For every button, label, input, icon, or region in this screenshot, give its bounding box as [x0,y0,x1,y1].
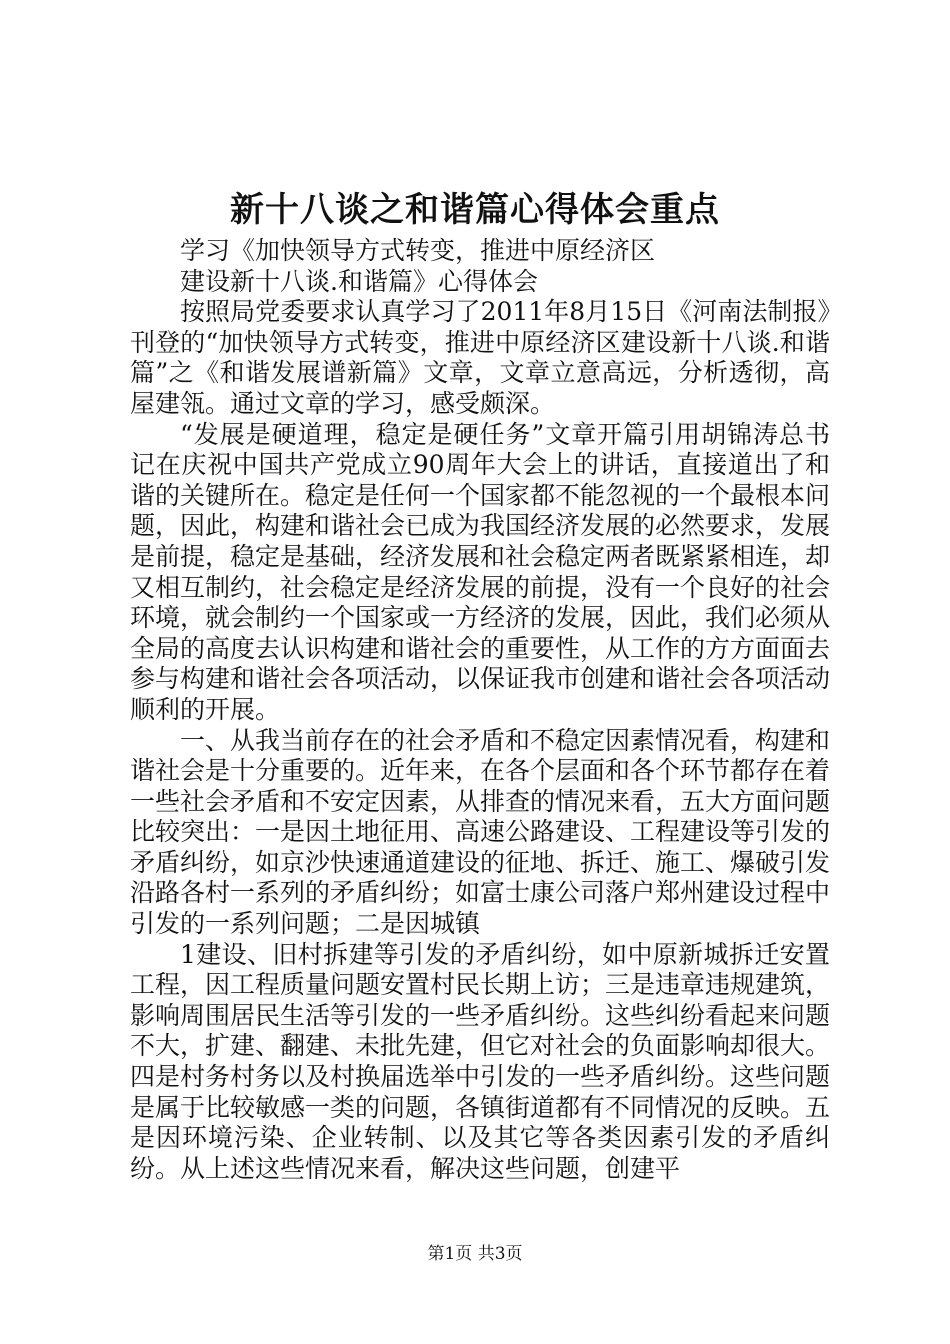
paragraph-4: 1建设、旧村拆建等引发的矛盾纠纷，如中原新城拆迁安置工程，因工程质量问题安置村民长期上访；三是违章违规建筑，影响周围居民生活等引发的一些矛盾纠纷。这些纠纷看起来问题不大，扩建、翻建、未批先建，但它对社会的负面影响却很大。四是村务村务以及村换届选举中引发的一些矛盾纠纷。这些问题是属于比较敏感一类的问题，各镇街道都有不同情况的反映。五是因环境污染、企业转制、以及其它等各类因素引发的矛盾纠纷。从上述这些情况来看，解决这些问题，创建平 [130,939,831,1183]
subtitle-line-1: 学习《加快领导方式转变，推进中原经济区 [180,236,656,265]
subtitle-line-2: 建设新十八谈.和谐篇》心得体会 [180,266,538,296]
paragraph-1: 按照局党委要求认真学习了2011年8月15日《河南法制报》刊登的“加快领导方式转变，推进中原经济区建设新十八谈.和谐篇”之《和谐发展谱新篇》文章，文章立意高远，分析透彻，高屋建瓴。通过文章的学习，感受颇深。 [130,297,830,418]
document-title: 新十八谈之和谐篇心得体会重点 [230,190,720,230]
page-footer: 第1页 共3页 [427,1244,523,1264]
paragraph-2: “发展是硬道理，稳定是硬任务”文章开篇引用胡锦涛总书记在庆祝中国共产党成立90周年大会上的讲话，直接道出了和谐的关键所在。稳定是任何一个国家都不能忽视的一个最根本问题，因此，构建和谐社会已成为我国经济发展的必然要求，发展是前提，稳定是基础，经济发展和社会稳定两者既紧紧相连，却又相互制约，社会稳定是经济发展的前提，没有一个良好的社会环境，就会制约一个国家或一方经济的发展，因此，我们必须从全局的高度去认识构建和谐社会的重要性，从工作的方方面面去参与构建和谐社会各项活动，以保证我市创建和谐社会各项活动顺利的开展。 [130,419,831,724]
paragraph-3: 一、从我当前存在的社会矛盾和不稳定因素情况看，构建和谐社会是十分重要的。近年来，在各个层面和各个环节都存在着一些社会矛盾和不安定因素，从排查的情况来看，五大方面问题比较突出：一是因土地征用、高速公路建设、工程建设等引发的矛盾纠纷，如京沙快速通道建设的征地、拆迁、施工、爆破引发沿路各村一系列的矛盾纠纷；如富士康公司落户郑州建设过程中引发的一系列问题；二是因城镇 [130,725,831,939]
document-body [130,236,830,1184]
